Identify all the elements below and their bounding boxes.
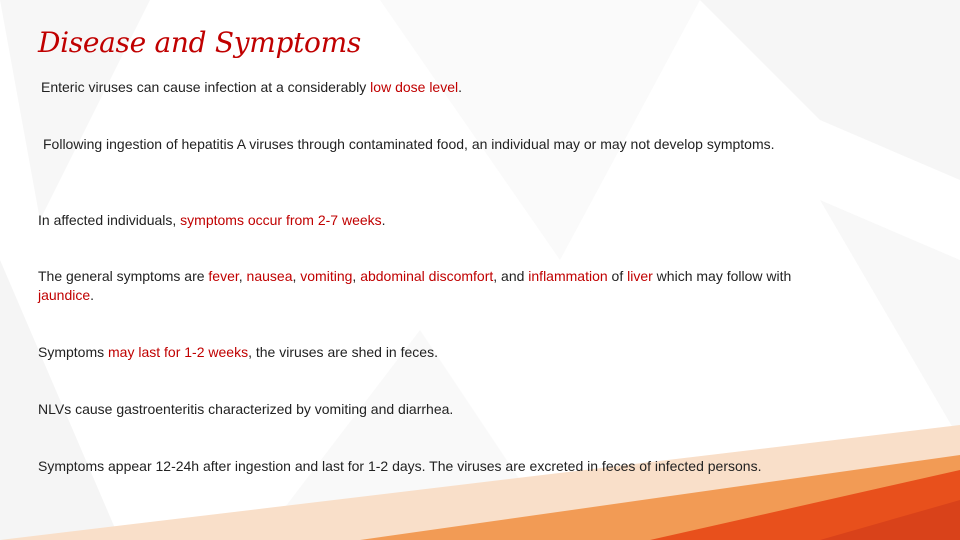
paragraph-nlvs [38, 400, 813, 419]
text-segment: In affected individuals, [38, 212, 181, 228]
text-segment: Symptoms appear 12-24h after ingestion and last for 1-2 days. The viruses are excreted in feces of infected persons. [38, 458, 762, 474]
paragraph-symptoms-appear [38, 457, 813, 476]
paragraph-affected-individuals [38, 211, 813, 230]
slide-title: Disease and Symptoms [38, 26, 361, 59]
paragraph-hepatitis-ingestion [38, 135, 813, 154]
paragraph-low-dose [41, 78, 816, 97]
highlighted-text: inflammation [528, 268, 608, 284]
highlighted-text: jaundice [38, 287, 91, 303]
highlighted-text: vomiting [300, 268, 353, 284]
text-segment: NLVs cause gastroenteritis characterized by vomiting and diarrhea. [38, 401, 454, 417]
text-segment: , [238, 268, 247, 284]
text-segment: , the viruses are shed in feces. [248, 344, 438, 360]
paragraph-general-symptoms [38, 267, 813, 305]
highlighted-text: nausea [246, 268, 293, 284]
text-segment: which may follow with [652, 268, 792, 284]
text-segment: . [458, 79, 462, 95]
highlighted-text: symptoms occur from 2-7 weeks [180, 212, 382, 228]
highlighted-text: low dose level [370, 79, 459, 95]
text-segment: The general symptoms are [38, 268, 209, 284]
text-segment: Enteric viruses can cause infection at a considerably [41, 79, 371, 95]
highlighted-text: may last for 1-2 weeks [108, 344, 249, 360]
text-segment: . [381, 212, 386, 228]
highlighted-text: fever [208, 268, 239, 284]
highlighted-text: abdominal discomfort [360, 268, 494, 284]
text-segment: , and [493, 268, 529, 284]
text-segment: , [292, 268, 301, 284]
paragraph-symptom-duration [38, 343, 813, 362]
text-segment: , [352, 268, 361, 284]
text-segment: of [607, 268, 628, 284]
text-segment: Symptoms [38, 344, 109, 360]
highlighted-text: liver [627, 268, 653, 284]
text-segment: . [90, 287, 95, 303]
text-segment: Following ingestion of hepatitis A viruses through contaminated food, an individual may or may not develop symptoms. [43, 136, 775, 152]
